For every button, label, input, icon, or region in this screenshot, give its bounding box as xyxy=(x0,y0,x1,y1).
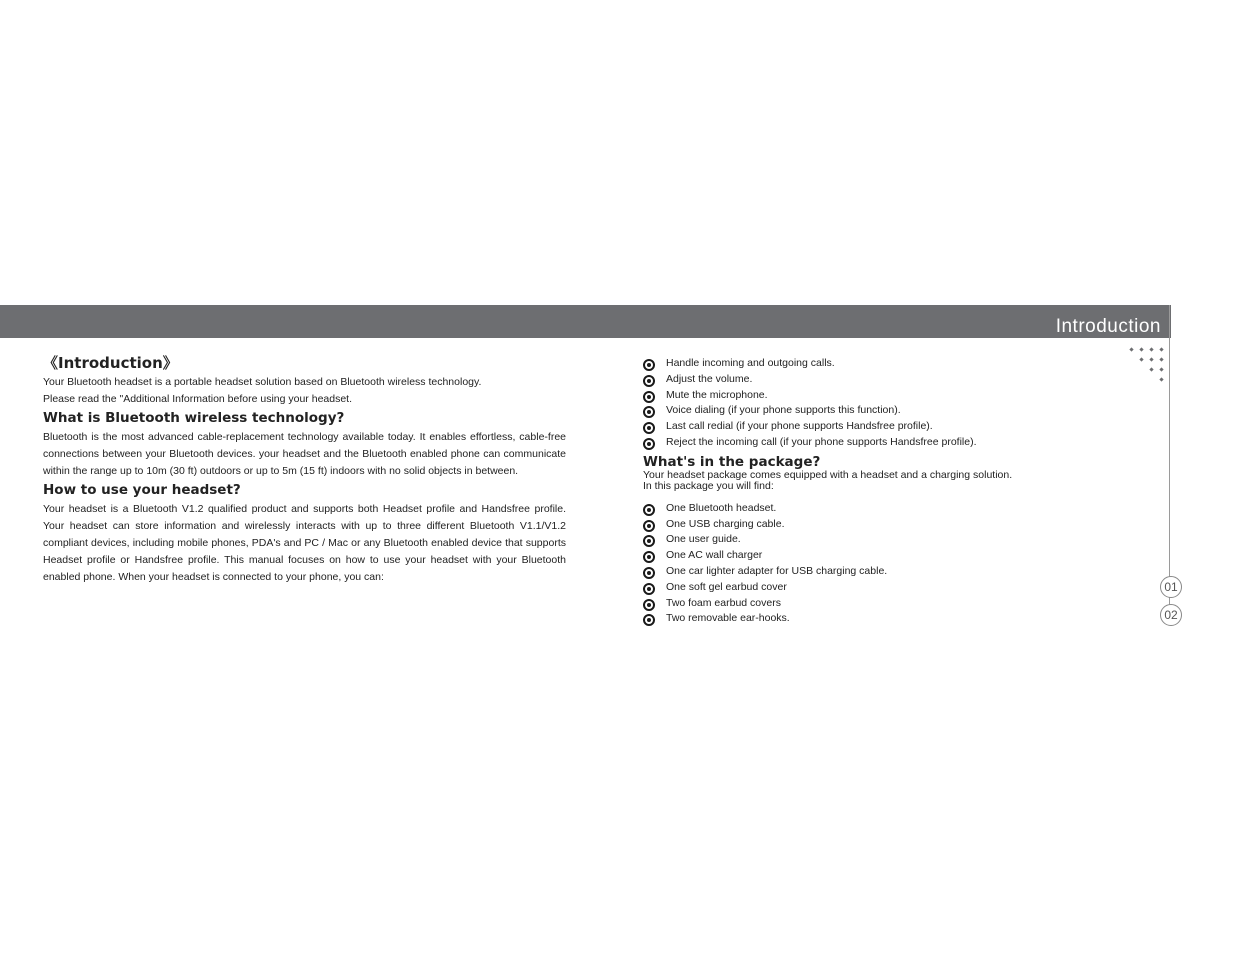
page-number-01: 01 xyxy=(1160,576,1182,598)
feature-list xyxy=(643,356,1063,451)
list-item: One user guide. xyxy=(643,532,1063,548)
list-item: Handle incoming and outgoing calls. xyxy=(643,356,1063,372)
left-column xyxy=(43,353,566,586)
package-list xyxy=(643,501,1063,627)
bullet-icon xyxy=(643,359,655,371)
intro-text-1: Your Bluetooth headset is a portable headset solution based on Bluetooth wireless technology. xyxy=(43,376,482,388)
bullet-icon xyxy=(643,438,655,450)
right-column xyxy=(643,356,1063,627)
page-number-02: 02 xyxy=(1160,604,1182,626)
package-text-1: Your headset package comes equipped with a headset and a charging solution. xyxy=(643,468,1013,481)
list-item: Adjust the volume. xyxy=(643,372,1063,388)
list-item: One AC wall charger xyxy=(643,548,1063,564)
bullet-icon xyxy=(643,422,655,434)
package-heading: What's in the package? xyxy=(643,453,821,470)
bullet-icon xyxy=(643,520,655,532)
list-item: One USB charging cable. xyxy=(643,517,1063,533)
bullet-icon xyxy=(643,567,655,579)
list-item: Two removable ear-hooks. xyxy=(643,611,1063,627)
list-item: Last call redial (if your phone supports Handsfree profile). xyxy=(643,419,1063,435)
bullet-icon xyxy=(643,406,655,418)
what-text: Bluetooth is the most advanced cable-replacement technology available today. It enables effortless, cable-free connections between your Bluetooth devices. your headset and the Bluetooth enabled phone can communicate within the range up to 10m (30 ft) outdoors or up to 5m (15 ft) indoors with no solid objects in between. xyxy=(43,431,566,477)
how-heading: How to use your headset? xyxy=(43,482,241,498)
bullet-icon xyxy=(643,391,655,403)
bullet-icon xyxy=(643,599,655,611)
how-text: Your headset is a Bluetooth V1.2 qualified product and supports both Headset profile and Handsfree profile. Your headset can store information and wirelessly interacts with up to three different Bluetooth V1.1/V1.2 compliant devices, including mobile phones, PDA's and PC / Mac or any Bluetooth enabled device that supports Headset profile or Handsfree profile. This manual focuses on how to use your headset with your Bluetooth enabled phone. When your headset is connected to your phone, you can: xyxy=(43,503,566,583)
header-title: Introduction xyxy=(1055,316,1161,337)
right-bracket-icon: 》 xyxy=(162,354,178,372)
package-text-2: In this package you will find: xyxy=(643,479,774,492)
bullet-icon xyxy=(643,535,655,547)
bullet-icon xyxy=(643,551,655,563)
intro-heading: 《Introduction》 xyxy=(43,354,178,372)
header-bar xyxy=(0,305,1171,338)
bullet-icon xyxy=(643,504,655,516)
list-item: One soft gel earbud cover xyxy=(643,580,1063,596)
list-item: Two foam earbud covers xyxy=(643,596,1063,612)
list-item: Reject the incoming call (if your phone supports Handsfree profile). xyxy=(643,435,1063,451)
what-heading: What is Bluetooth wireless technology? xyxy=(43,410,345,426)
bullet-icon xyxy=(643,614,655,626)
list-item: Mute the microphone. xyxy=(643,388,1063,404)
list-item: One Bluetooth headset. xyxy=(643,501,1063,517)
list-item: One car lighter adapter for USB charging cable. xyxy=(643,564,1063,580)
bullet-icon xyxy=(643,375,655,387)
left-bracket-icon: 《 xyxy=(43,354,59,372)
bullet-icon xyxy=(643,583,655,595)
intro-text-2: Please read the "Additional Information before using your headset. xyxy=(43,393,353,405)
list-item: Voice dialing (if your phone supports this function). xyxy=(643,403,1063,419)
